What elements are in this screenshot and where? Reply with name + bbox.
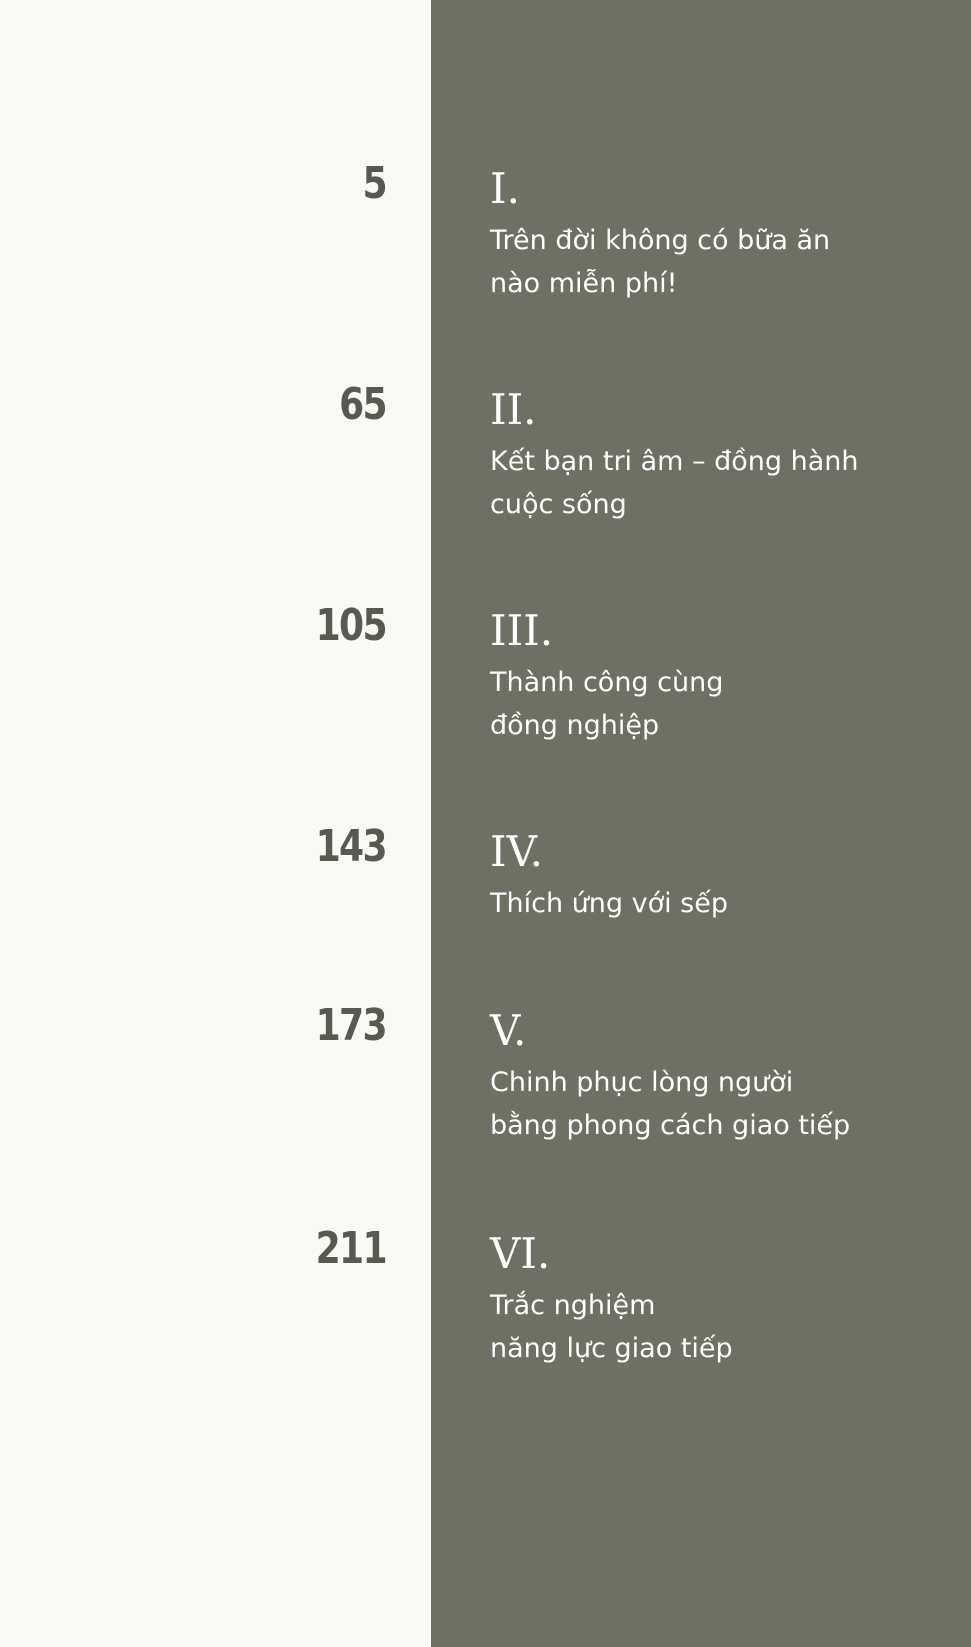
chapter-title-line-1: Thích ứng với sếp [490,888,728,919]
page-number: 65 [339,379,386,430]
chapter-numeral: II. [490,385,537,434]
chapter-title-line-1: Thành công cùng [490,667,724,698]
page-number: 105 [315,600,386,651]
chapter-numeral: IV. [490,827,543,876]
chapter-title-line-2: nào miễn phí! [490,268,678,299]
page-number: 143 [315,821,386,872]
chapter-title-line-2: đồng nghiệp [490,710,660,741]
chapter-title-line-1: Trắc nghiệm [490,1290,656,1321]
chapter-numeral: I. [490,164,520,213]
chapter-numeral: V. [490,1006,527,1055]
chapter-numeral: III. [490,606,554,655]
chapter-title-line-2: bằng phong cách giao tiếp [490,1110,851,1141]
page-number: 211 [315,1223,386,1274]
chapter-title-line-1: Trên đời không có bữa ăn [490,225,831,256]
page-number: 173 [315,1000,386,1051]
chapter-title-line-2: năng lực giao tiếp [490,1333,733,1364]
page-number: 5 [362,158,386,209]
chapter-title-line-1: Chinh phục lòng người [490,1067,794,1098]
chapter-title-line-1: Kết bạn tri âm – đồng hành [490,446,859,477]
chapter-numeral: VI. [490,1229,551,1278]
chapter-title-line-2: cuộc sống [490,489,627,520]
